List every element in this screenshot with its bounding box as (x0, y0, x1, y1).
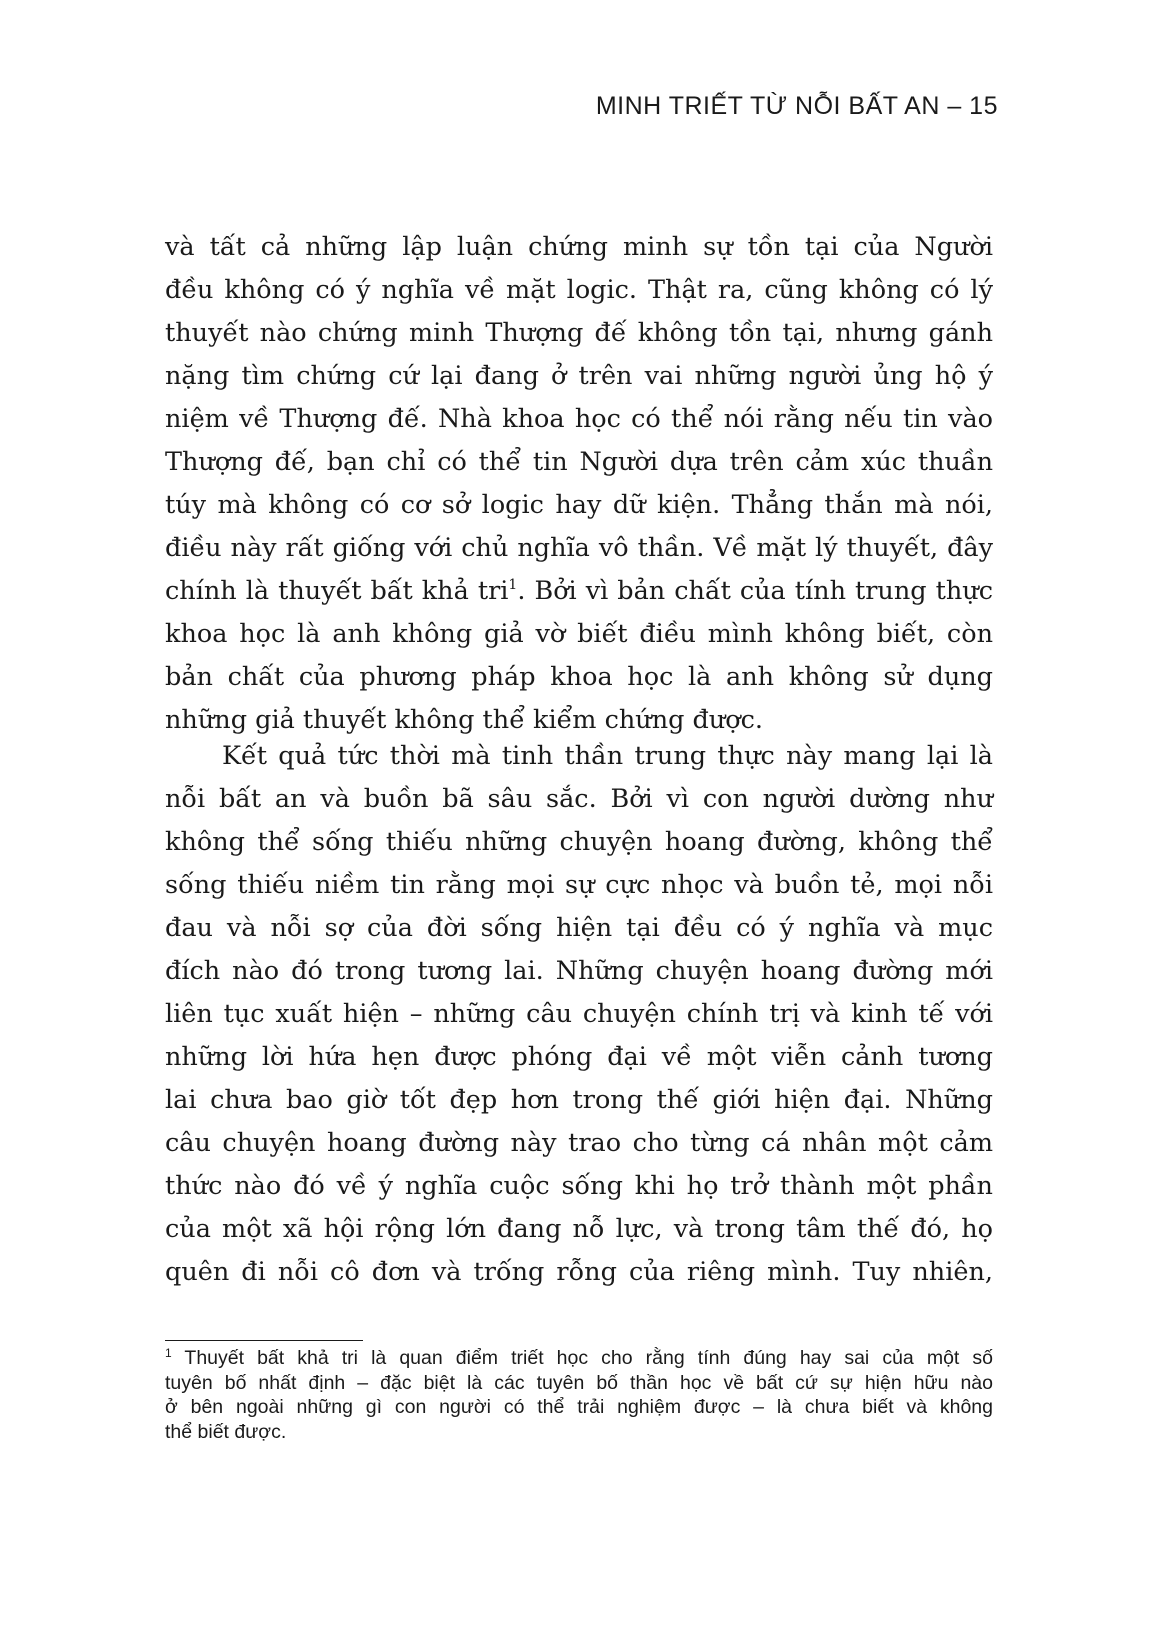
text-line: lai chưa bao giờ tốt đẹp hơn trong thế giới hiện đại. Những (165, 1085, 993, 1115)
text-line: điều này rất giống với chủ nghĩa vô thần. Về mặt lý thuyết, đây (165, 533, 993, 563)
text-line: túy mà không có cơ sở logic hay dữ kiện. Thẳng thắn mà nói, (165, 490, 993, 520)
text-segment: . Bởi vì bản chất của tính trung thực (517, 576, 993, 606)
text-line: niệm về Thượng đế. Nhà khoa học có thể nói rằng nếu tin vào (165, 404, 993, 434)
footnote (165, 1346, 993, 1444)
text-line: đau và nỗi sợ của đời sống hiện tại đều có ý nghĩa và mục (165, 913, 993, 943)
text-line: nỗi bất an và buồn bã sâu sắc. Bởi vì con người dường như (165, 784, 993, 814)
paragraph-2 (165, 735, 993, 1294)
text-line: Kết quả tức thời mà tinh thần trung thực này mang lại là (222, 741, 993, 771)
text-line: những lời hứa hẹn được phóng đại về một viễn cảnh tương (165, 1042, 993, 1072)
text-line: bản chất của phương pháp khoa học là anh không sử dụng (165, 662, 993, 692)
text-line: không thể sống thiếu những chuyện hoang đường, không thể (165, 827, 993, 857)
paragraph-1 (165, 226, 993, 742)
footnote-reference: 1 (508, 577, 518, 593)
footnote-separator (165, 1340, 363, 1341)
footnote-line: tuyên bố nhất định – đặc biệt là các tuyên bố thần học về bất cứ sự hiện hữu nào (165, 1371, 993, 1394)
footnote-line: thể biết được. (165, 1420, 287, 1443)
footnote-number: 1 (165, 1346, 172, 1360)
text-line: khoa học là anh không giả vờ biết điều mình không biết, còn (165, 619, 993, 649)
text-line: những giả thuyết không thể kiểm chứng được. (165, 705, 764, 735)
text-line: của một xã hội rộng lớn đang nỗ lực, và trong tâm thế đó, họ (165, 1214, 993, 1244)
footnote-text: Thuyết bất khả tri là quan điểm triết học cho rằng tính đúng hay sai của một số (171, 1347, 993, 1369)
text-line: sống thiếu niềm tin rằng mọi sự cực nhọc và buồn tẻ, mọi nỗi (165, 870, 993, 900)
text-line: Thượng đế, bạn chỉ có thể tin Người dựa trên cảm xúc thuần (165, 447, 993, 477)
footnote-line (165, 1346, 993, 1371)
text-line: câu chuyện hoang đường này trao cho từng cá nhân một cảm (165, 1128, 993, 1158)
footnote-line: ở bên ngoài những gì con người có thể trải nghiệm được – là chưa biết và không (165, 1396, 993, 1418)
text-line: quên đi nỗi cô đơn và trống rỗng của riêng mình. Tuy nhiên, (165, 1257, 993, 1287)
running-header: MINH TRIẾT TỪ NỖI BẤT AN – 15 (595, 92, 998, 120)
text-segment: chính là thuyết bất khả tri (165, 576, 509, 606)
text-line: đều không có ý nghĩa về mặt logic. Thật ra, cũng không có lý (165, 275, 993, 305)
text-line: liên tục xuất hiện – những câu chuyện chính trị và kinh tế với (165, 999, 993, 1029)
text-line: đích nào đó trong tương lai. Những chuyện hoang đường mới (165, 956, 993, 986)
text-line: thuyết nào chứng minh Thượng đế không tồn tại, nhưng gánh (165, 318, 993, 348)
text-line: nặng tìm chứng cứ lại đang ở trên vai những người ủng hộ ý (165, 361, 993, 391)
text-line: thức nào đó về ý nghĩa cuộc sống khi họ trở thành một phần (165, 1171, 993, 1201)
text-line: và tất cả những lập luận chứng minh sự tồn tại của Người (165, 232, 993, 262)
text-line-with-footnote-ref (165, 570, 993, 613)
